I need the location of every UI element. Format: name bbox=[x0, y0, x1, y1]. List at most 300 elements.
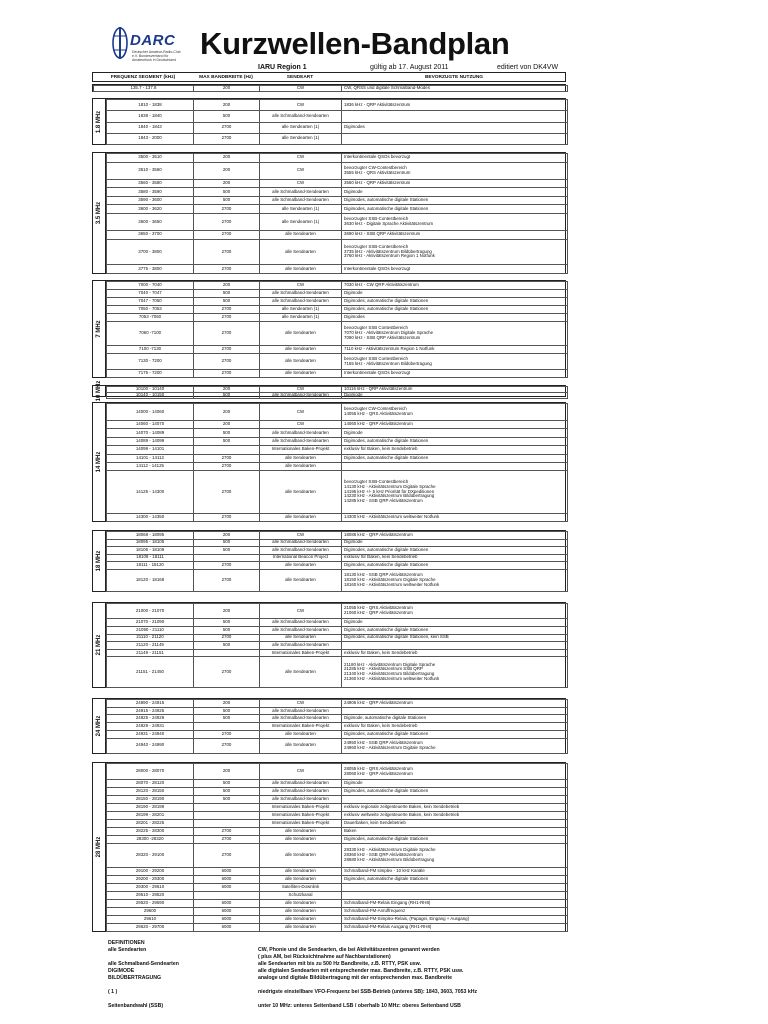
table-row bbox=[107, 298, 568, 306]
bandwidth-cell: 6000 bbox=[194, 868, 260, 876]
table-row bbox=[107, 179, 568, 188]
band-label bbox=[92, 530, 105, 592]
band-section bbox=[105, 530, 566, 592]
bandwidth-cell: 500 bbox=[194, 111, 260, 122]
usage-cell: Digimodes, automatische digitale Stationen bbox=[342, 836, 568, 844]
frequency-cell: 29610 bbox=[107, 916, 194, 924]
mode-cell: International Beacon Project bbox=[260, 554, 342, 562]
usage-cell: Schmalband-FM-Relais Eingang (RH1-RH8) bbox=[342, 900, 568, 908]
table-row bbox=[107, 354, 568, 370]
mode-cell: alle Sendearten bbox=[260, 844, 342, 868]
frequency-cell: 14000 - 14060 bbox=[107, 404, 194, 421]
usage-cell: Interkontinentale QSOs bevorzugt bbox=[342, 265, 568, 274]
bandwidth-cell: 200 bbox=[194, 282, 260, 290]
mode-cell: alle Sendearten (1) bbox=[260, 306, 342, 314]
table-row bbox=[107, 649, 568, 657]
usage-cell bbox=[342, 111, 568, 122]
mode-cell: CW bbox=[260, 387, 342, 393]
table-row bbox=[107, 471, 568, 513]
table-row bbox=[107, 642, 568, 650]
band-section bbox=[105, 385, 566, 397]
definition-term: alle Sendearten bbox=[108, 947, 147, 953]
usage-cell: 14300 kHz - Aktivitätszentrum weltweiter Notfunk bbox=[342, 513, 568, 521]
bandwidth-cell: 6000 bbox=[194, 924, 260, 932]
bandwidth-cell: 500 bbox=[194, 626, 260, 634]
table-row bbox=[107, 100, 568, 111]
mode-cell: CW bbox=[260, 154, 342, 163]
table-row bbox=[107, 370, 568, 378]
definition-row bbox=[108, 982, 568, 989]
table-row bbox=[107, 213, 568, 230]
bandwidth-cell: 2700 bbox=[194, 322, 260, 346]
mode-cell: alle Sendearten bbox=[260, 876, 342, 884]
frequency-cell: 28201 - 28225 bbox=[107, 820, 194, 828]
mode-cell: alle Sendearten bbox=[260, 454, 342, 462]
bandwidth-cell: 200 bbox=[194, 404, 260, 421]
bandwidth-cell: 500 bbox=[194, 196, 260, 205]
bandwidth-cell bbox=[194, 820, 260, 828]
frequency-cell: 14125 - 14300 bbox=[107, 471, 194, 513]
mode-cell: alle Schmalband-Sendearten bbox=[260, 780, 342, 788]
frequency-cell: 14089 - 14099 bbox=[107, 437, 194, 445]
mode-cell: CW bbox=[260, 764, 342, 780]
frequency-cell: 28150 - 28190 bbox=[107, 796, 194, 804]
table-row bbox=[107, 764, 568, 780]
band-section bbox=[105, 152, 566, 274]
table-row bbox=[107, 900, 568, 908]
mode-cell: CW bbox=[260, 100, 342, 111]
region-label: IARU Region 1 bbox=[258, 64, 307, 71]
table-row bbox=[107, 437, 568, 445]
frequency-cell: 29600 bbox=[107, 908, 194, 916]
table-row bbox=[107, 547, 568, 555]
bandwidth-cell: 500 bbox=[194, 188, 260, 197]
bandwidth-cell: 500 bbox=[194, 796, 260, 804]
frequency-cell: 1840 - 1843 bbox=[107, 122, 194, 133]
usage-cell: Dauerbaken, kein Sendebetrieb bbox=[342, 820, 568, 828]
mode-cell: alle Sendearten bbox=[260, 322, 342, 346]
table-row bbox=[107, 868, 568, 876]
mode-cell: alle Schmalband-Sendearten bbox=[260, 392, 342, 398]
table-row bbox=[107, 707, 568, 715]
frequency-cell: 21110 - 21120 bbox=[107, 634, 194, 642]
band-table bbox=[106, 763, 568, 932]
table-row bbox=[107, 188, 568, 197]
usage-cell: Digimode bbox=[342, 392, 568, 398]
usage-cell: 28055 kHz - QRS Aktivitätszentrum 28060 kHz - QRP Aktivitätszentrum bbox=[342, 764, 568, 780]
usage-cell: 14060 kHz - QRP Aktivitätszentrum bbox=[342, 420, 568, 428]
bandwidth-cell: 500 bbox=[194, 788, 260, 796]
frequency-cell: 14300 - 14350 bbox=[107, 513, 194, 521]
table-row bbox=[107, 604, 568, 619]
bandwidth-cell: 2700 bbox=[194, 730, 260, 738]
definitions bbox=[108, 940, 568, 1010]
usage-cell: Digimodes, automatische digitale Stationen, kein SSB bbox=[342, 634, 568, 642]
mode-cell: alle Schmalband-Sendearten bbox=[260, 715, 342, 723]
frequency-cell: 3500 - 3510 bbox=[107, 154, 194, 163]
frequency-cell: 7050 - 7053 bbox=[107, 306, 194, 314]
bandwidth-cell: 2700 bbox=[194, 122, 260, 133]
usage-cell: 24950 kHz - SSB QRP Aktivitätszentrum 24960 kHz - Aktivitätszentrum Digitale Sprache bbox=[342, 738, 568, 753]
mode-cell: alle Schmalband-Sendearten bbox=[260, 626, 342, 634]
mode-cell: alle Schmalband-Sendearten bbox=[260, 796, 342, 804]
frequency-cell: 7100 -7130 bbox=[107, 346, 194, 354]
usage-cell: Digimode bbox=[342, 429, 568, 437]
band-section bbox=[105, 98, 566, 145]
bandwidth-cell bbox=[194, 554, 260, 562]
usage-cell: exklusiv für Baken, kein Sendebetrieb bbox=[342, 554, 568, 562]
mode-cell: alle Sendearten (1) bbox=[260, 213, 342, 230]
mode-cell: alle Schmalband-Sendearten bbox=[260, 111, 342, 122]
usage-cell: Interkontinentale QSOs bevorzugt bbox=[342, 154, 568, 163]
mode-cell: alle Sendearten bbox=[260, 868, 342, 876]
definition-row bbox=[108, 947, 568, 954]
mode-cell: alle Sendearten bbox=[260, 346, 342, 354]
definition-term: BILDÜBERTRAGUNG bbox=[108, 975, 162, 981]
frequency-cell: 10100 - 10140 bbox=[107, 387, 194, 393]
usage-cell: 3560 kHz - QRP Aktivitätszentrum bbox=[342, 179, 568, 188]
usage-cell: Digimodes, automatische digitale Stationen bbox=[342, 205, 568, 214]
mode-cell: alle Sendearten bbox=[260, 471, 342, 513]
bandwidth-cell: 200 bbox=[194, 532, 260, 540]
frequency-cell: 29520 - 29590 bbox=[107, 900, 194, 908]
bandwidth-cell: 200 bbox=[194, 179, 260, 188]
usage-cell: CW, QRSS und digitale Schmalband-Modes bbox=[342, 86, 568, 92]
frequency-cell: 24915 - 24925 bbox=[107, 707, 194, 715]
band-label bbox=[92, 152, 105, 274]
mode-cell: alle Sendearten bbox=[260, 924, 342, 932]
page-title: Kurzwellen-Bandplan bbox=[200, 26, 510, 61]
bandwidth-cell: 500 bbox=[194, 642, 260, 650]
mode-cell: alle Schmalband-Sendearten bbox=[260, 642, 342, 650]
usage-cell: Digimode bbox=[342, 780, 568, 788]
table-row bbox=[107, 205, 568, 214]
mode-cell: alle Schmalband-Sendearten bbox=[260, 188, 342, 197]
bandwidth-cell: 2700 bbox=[194, 133, 260, 144]
table-row bbox=[107, 196, 568, 205]
mode-cell: alle Sendearten (1) bbox=[260, 205, 342, 214]
table-row bbox=[107, 924, 568, 932]
band-label-text: 7 MHz bbox=[96, 320, 102, 338]
table-row bbox=[107, 715, 568, 723]
usage-cell: Digimodes, automatische digitale Stationen bbox=[342, 562, 568, 570]
table-row bbox=[107, 836, 568, 844]
bandwidth-cell: 200 bbox=[194, 154, 260, 163]
table-row bbox=[107, 619, 568, 627]
mode-cell: alle Schmalband-Sendearten bbox=[260, 298, 342, 306]
frequency-cell: 1810 - 1838 bbox=[107, 100, 194, 111]
usage-cell: Digimode bbox=[342, 539, 568, 547]
frequency-cell: 18109 - 18111 bbox=[107, 554, 194, 562]
frequency-cell: 3600 - 3620 bbox=[107, 205, 194, 214]
table-row bbox=[107, 828, 568, 836]
mode-cell: alle Sendearten bbox=[260, 908, 342, 916]
antenna-logo-icon bbox=[110, 26, 130, 60]
frequency-cell: 3600 - 3650 bbox=[107, 213, 194, 230]
usage-cell bbox=[342, 707, 568, 715]
table-row bbox=[107, 820, 568, 828]
bandwidth-cell: 500 bbox=[194, 780, 260, 788]
bandwidth-cell: 500 bbox=[194, 298, 260, 306]
band-section bbox=[105, 762, 566, 932]
bandwidth-cell: 2700 bbox=[194, 205, 260, 214]
table-row bbox=[107, 626, 568, 634]
frequency-cell: 29510 - 29520 bbox=[107, 892, 194, 900]
bandwidth-cell: 6000 bbox=[194, 884, 260, 892]
table-row bbox=[107, 892, 568, 900]
bandwidth-cell: 2700 bbox=[194, 828, 260, 836]
definition-text: alle Sendearten mit bis zu 500 Hz Bandbreite, z.B. RTTY, PSK usw. bbox=[258, 961, 421, 967]
frequency-cell: 21000 - 21070 bbox=[107, 604, 194, 619]
bandwidth-cell: 6000 bbox=[194, 900, 260, 908]
table-row bbox=[107, 804, 568, 812]
definition-text: niedrigste einstellbare VFO-Frequenz bei SSB-Betrieb (unteres SB): 1843, 3603, 7053 kHz bbox=[258, 989, 478, 995]
table-row bbox=[107, 346, 568, 354]
bandwidth-cell: 200 bbox=[194, 162, 260, 179]
frequency-cell: 10140 - 10150 bbox=[107, 392, 194, 398]
definition-term: ( 1 ) bbox=[108, 989, 118, 995]
band-table bbox=[106, 403, 568, 522]
bandwidth-cell: 200 bbox=[194, 100, 260, 111]
definition-row bbox=[108, 968, 568, 975]
frequency-cell: 7000 - 7040 bbox=[107, 282, 194, 290]
bandwidth-cell bbox=[194, 446, 260, 454]
usage-cell: Schmalband-FM-Simplex-Relais, (Papagei, Eingang + Ausgang) bbox=[342, 916, 568, 924]
usage-cell bbox=[342, 642, 568, 650]
table-row bbox=[107, 322, 568, 346]
mode-cell: alle Schmalband-Sendearten bbox=[260, 707, 342, 715]
bandwidth-cell: 2700 bbox=[194, 569, 260, 592]
band-label-text: 1.8 MHz bbox=[96, 110, 102, 133]
frequency-cell: 7060 -7100 bbox=[107, 322, 194, 346]
bandwidth-cell: 2700 bbox=[194, 346, 260, 354]
bandwidth-cell: 2700 bbox=[194, 265, 260, 274]
mode-cell: Internationales Baken-Projekt bbox=[260, 812, 342, 820]
bandwidth-cell: 2700 bbox=[194, 239, 260, 265]
table-row bbox=[107, 111, 568, 122]
bandwidth-cell: 500 bbox=[194, 437, 260, 445]
frequency-cell: 28000 - 28070 bbox=[107, 764, 194, 780]
definition-text: ( plus AM, bei Rücksichtnahme auf Nachbarstationen) bbox=[258, 954, 391, 960]
usage-cell: Digimodes, automatische digitale Stationen bbox=[342, 547, 568, 555]
band-label bbox=[92, 602, 105, 688]
mode-cell: alle Sendearten bbox=[260, 239, 342, 265]
band-label bbox=[92, 762, 105, 932]
table-row bbox=[107, 265, 568, 274]
band-section bbox=[105, 280, 566, 378]
table-row bbox=[107, 700, 568, 708]
bandwidth-cell bbox=[194, 804, 260, 812]
logo-text: DARC bbox=[130, 32, 176, 49]
frequency-cell: 28120 - 28150 bbox=[107, 788, 194, 796]
frequency-cell: 14112 - 14125 bbox=[107, 462, 194, 470]
mode-cell: alle Sendearten bbox=[260, 836, 342, 844]
frequency-cell: 7047 - 7050 bbox=[107, 298, 194, 306]
usage-cell: bevorzugter CW-Contestbereich 3555 kHz - QRS Aktivitätszentrum bbox=[342, 162, 568, 179]
usage-cell: 18086 kHz - QRP Aktivitätszentrum bbox=[342, 532, 568, 540]
table-row bbox=[107, 532, 568, 540]
frequency-cell: 18068 - 18095 bbox=[107, 532, 194, 540]
bandwidth-cell: 500 bbox=[194, 707, 260, 715]
bandwidth-cell bbox=[194, 649, 260, 657]
mode-cell: alle Schmalband-Sendearten bbox=[260, 429, 342, 437]
bandwidth-cell: 6000 bbox=[194, 916, 260, 924]
mode-cell: alle Schmalband-Sendearten bbox=[260, 196, 342, 205]
mode-cell: CW bbox=[260, 179, 342, 188]
usage-cell: 3690 kHz - SSB QRP Aktivitätszentrum bbox=[342, 231, 568, 240]
usage-cell: 10116 kHz - QRP Aktivitätszentrum bbox=[342, 387, 568, 393]
bandwidth-cell: 200 bbox=[194, 387, 260, 393]
usage-cell bbox=[342, 892, 568, 900]
bandwidth-cell: 500 bbox=[194, 290, 260, 298]
mode-cell: alle Sendearten bbox=[260, 900, 342, 908]
mode-cell: CW bbox=[260, 404, 342, 421]
frequency-cell: 29200 - 29300 bbox=[107, 876, 194, 884]
usage-cell: Interkontinentale QSOs bevorzugt bbox=[342, 370, 568, 378]
definition-text: CW, Phonie und die Sendearten, die bei Aktivitätszentren genannt werden bbox=[258, 947, 440, 953]
table-row bbox=[107, 314, 568, 322]
usage-cell: Schmalband-FM-Relais Ausgang (RH1-RH8) bbox=[342, 924, 568, 932]
usage-cell: exklusiv weltweite zeitgesteuerte Baken, kein Sendebetrieb bbox=[342, 812, 568, 820]
band-section bbox=[92, 84, 566, 92]
frequency-cell: 28225 - 28300 bbox=[107, 828, 194, 836]
definition-text: analoge und digitale Bildübertragung mit der entsprechenden max. Bandbreite bbox=[258, 975, 452, 981]
mode-cell: alle Sendearten bbox=[260, 828, 342, 836]
usage-cell: exklusiv für Baken, kein Sendebetrieb bbox=[342, 649, 568, 657]
frequency-cell: 7130 - 7200 bbox=[107, 354, 194, 370]
mode-cell: Internationales Baken-Projekt bbox=[260, 446, 342, 454]
bandwidth-cell: 2700 bbox=[194, 462, 260, 470]
frequency-cell: 28199 - 28201 bbox=[107, 812, 194, 820]
bandwidth-cell: 500 bbox=[194, 547, 260, 555]
frequency-cell: 14060 - 14070 bbox=[107, 420, 194, 428]
mode-cell: CW bbox=[260, 420, 342, 428]
definition-row bbox=[108, 975, 568, 982]
bandwidth-cell: 500 bbox=[194, 619, 260, 627]
table-row bbox=[107, 392, 568, 398]
bandwidth-cell: 2700 bbox=[194, 634, 260, 642]
frequency-cell: 24929 - 24931 bbox=[107, 723, 194, 731]
bandwidth-cell: 6000 bbox=[194, 908, 260, 916]
definition-row bbox=[108, 1003, 568, 1010]
table-row bbox=[107, 462, 568, 470]
frequency-cell: 18120 - 18168 bbox=[107, 569, 194, 592]
mode-cell: Internationales Baken-Projekt bbox=[260, 723, 342, 731]
col-bandwidth: MAX BANDBREITE (Hz) bbox=[199, 75, 253, 80]
bandwidth-cell: 2700 bbox=[194, 513, 260, 521]
frequency-cell: 24931 - 24940 bbox=[107, 730, 194, 738]
band-section bbox=[105, 698, 566, 754]
usage-cell: 18130 kHz - SSB QRP Aktivitätszentrum 18150 kHz - Aktivitätszentrum Digitale Sprache 18160 kHz - Aktivitätszentrum weltweiter Notfunk bbox=[342, 569, 568, 592]
table-row bbox=[107, 306, 568, 314]
frequency-cell: 21149 - 21151 bbox=[107, 649, 194, 657]
mode-cell: alle Schmalband-Sendearten bbox=[260, 539, 342, 547]
frequency-cell: 21070 - 21090 bbox=[107, 619, 194, 627]
table-row bbox=[107, 738, 568, 753]
mode-cell: alle Schmalband-Sendearten bbox=[260, 437, 342, 445]
frequency-cell: 3775 - 3800 bbox=[107, 265, 194, 274]
bandwidth-cell: 2700 bbox=[194, 738, 260, 753]
bandwidth-cell: 500 bbox=[194, 392, 260, 398]
usage-cell: Digimode, automatische digitale Stationen bbox=[342, 715, 568, 723]
usage-cell: Digimodes, automatische digitale Stationen bbox=[342, 306, 568, 314]
table-row bbox=[107, 554, 568, 562]
mode-cell: Internationales Baken-Projekt bbox=[260, 649, 342, 657]
band-table bbox=[106, 99, 568, 145]
mode-cell: CW bbox=[260, 604, 342, 619]
mode-cell: alle Sendearten bbox=[260, 462, 342, 470]
usage-cell: Digimodes, automatische digitale Stationen bbox=[342, 298, 568, 306]
usage-cell: Digimodes, automatische digitale Stationen bbox=[342, 626, 568, 634]
band-label-text: 28 MHz bbox=[96, 836, 102, 858]
bandwidth-cell: 200 bbox=[194, 700, 260, 708]
frequency-cell: 29100 - 29200 bbox=[107, 868, 194, 876]
table-row bbox=[94, 86, 568, 92]
usage-cell: exklusiv für Baken, kein Sendebetrieb bbox=[342, 723, 568, 731]
header bbox=[0, 0, 768, 66]
band-table bbox=[106, 386, 568, 399]
table-row bbox=[107, 634, 568, 642]
mode-cell: alle Sendearten (1) bbox=[260, 133, 342, 144]
table-row bbox=[107, 657, 568, 688]
bandwidth-cell: 2700 bbox=[194, 370, 260, 378]
table-row bbox=[107, 723, 568, 731]
bandwidth-cell: 2700 bbox=[194, 231, 260, 240]
usage-cell: Digimodes, automatische digitale Stationen bbox=[342, 730, 568, 738]
mode-cell: alle Sendearten bbox=[260, 634, 342, 642]
band-table bbox=[106, 699, 568, 754]
table-row bbox=[107, 513, 568, 521]
darc-logo bbox=[110, 26, 181, 64]
usage-cell: 24906 kHz - QRP Aktivitätszentrum bbox=[342, 700, 568, 708]
bandwidth-cell bbox=[194, 723, 260, 731]
band-label-text: 21 MHz bbox=[96, 634, 102, 656]
frequency-cell: 18111 - 18120 bbox=[107, 562, 194, 570]
bandwidth-cell bbox=[194, 812, 260, 820]
band-label-text: 10 MHz bbox=[96, 380, 102, 402]
table-row bbox=[107, 876, 568, 884]
table-row bbox=[107, 404, 568, 421]
col-frequency: FREQUENZ SEGMENT (kHz) bbox=[110, 75, 176, 80]
band-table bbox=[106, 281, 568, 378]
mode-cell: Internationales Baken-Projekt bbox=[260, 820, 342, 828]
frequency-cell: 28320 - 29100 bbox=[107, 844, 194, 868]
bandwidth-cell: 2700 bbox=[194, 471, 260, 513]
bandwidth-cell: 2700 bbox=[194, 354, 260, 370]
band-label-text: 18 MHz bbox=[96, 550, 102, 572]
frequency-cell: 29620 - 29700 bbox=[107, 924, 194, 932]
table-row bbox=[107, 122, 568, 133]
table-row bbox=[107, 908, 568, 916]
frequency-cell: 14101 - 14112 bbox=[107, 454, 194, 462]
bandwidth-cell: 2700 bbox=[194, 844, 260, 868]
band-section bbox=[105, 402, 566, 522]
frequency-cell: 21090 - 21110 bbox=[107, 626, 194, 634]
table-row bbox=[107, 454, 568, 462]
usage-cell bbox=[342, 462, 568, 470]
bandwidth-cell: 200 bbox=[194, 604, 260, 619]
frequency-cell: 28190 - 28199 bbox=[107, 804, 194, 812]
usage-cell: bevorzugter SSB-Contestbereich 3735 kHz - Aktivitätszentrum Bildübertragung 3760 kHz - Aktivitätszentrum Region 1 Notfunk bbox=[342, 239, 568, 265]
usage-cell: 28330 kHz - Aktivitätszentrum Digitale Sprache 28360 kHz - SSB QRP Aktivitätszentrum 28680 kHz - Aktivitätszentrum Bildübertragung bbox=[342, 844, 568, 868]
usage-cell bbox=[342, 884, 568, 892]
frequency-cell: 3590 - 3600 bbox=[107, 196, 194, 205]
bandwidth-cell: 200 bbox=[194, 420, 260, 428]
table-row bbox=[107, 812, 568, 820]
frequency-cell: 28070 - 28120 bbox=[107, 780, 194, 788]
bandwidth-cell bbox=[194, 892, 260, 900]
frequency-cell: 29300 - 29510 bbox=[107, 884, 194, 892]
